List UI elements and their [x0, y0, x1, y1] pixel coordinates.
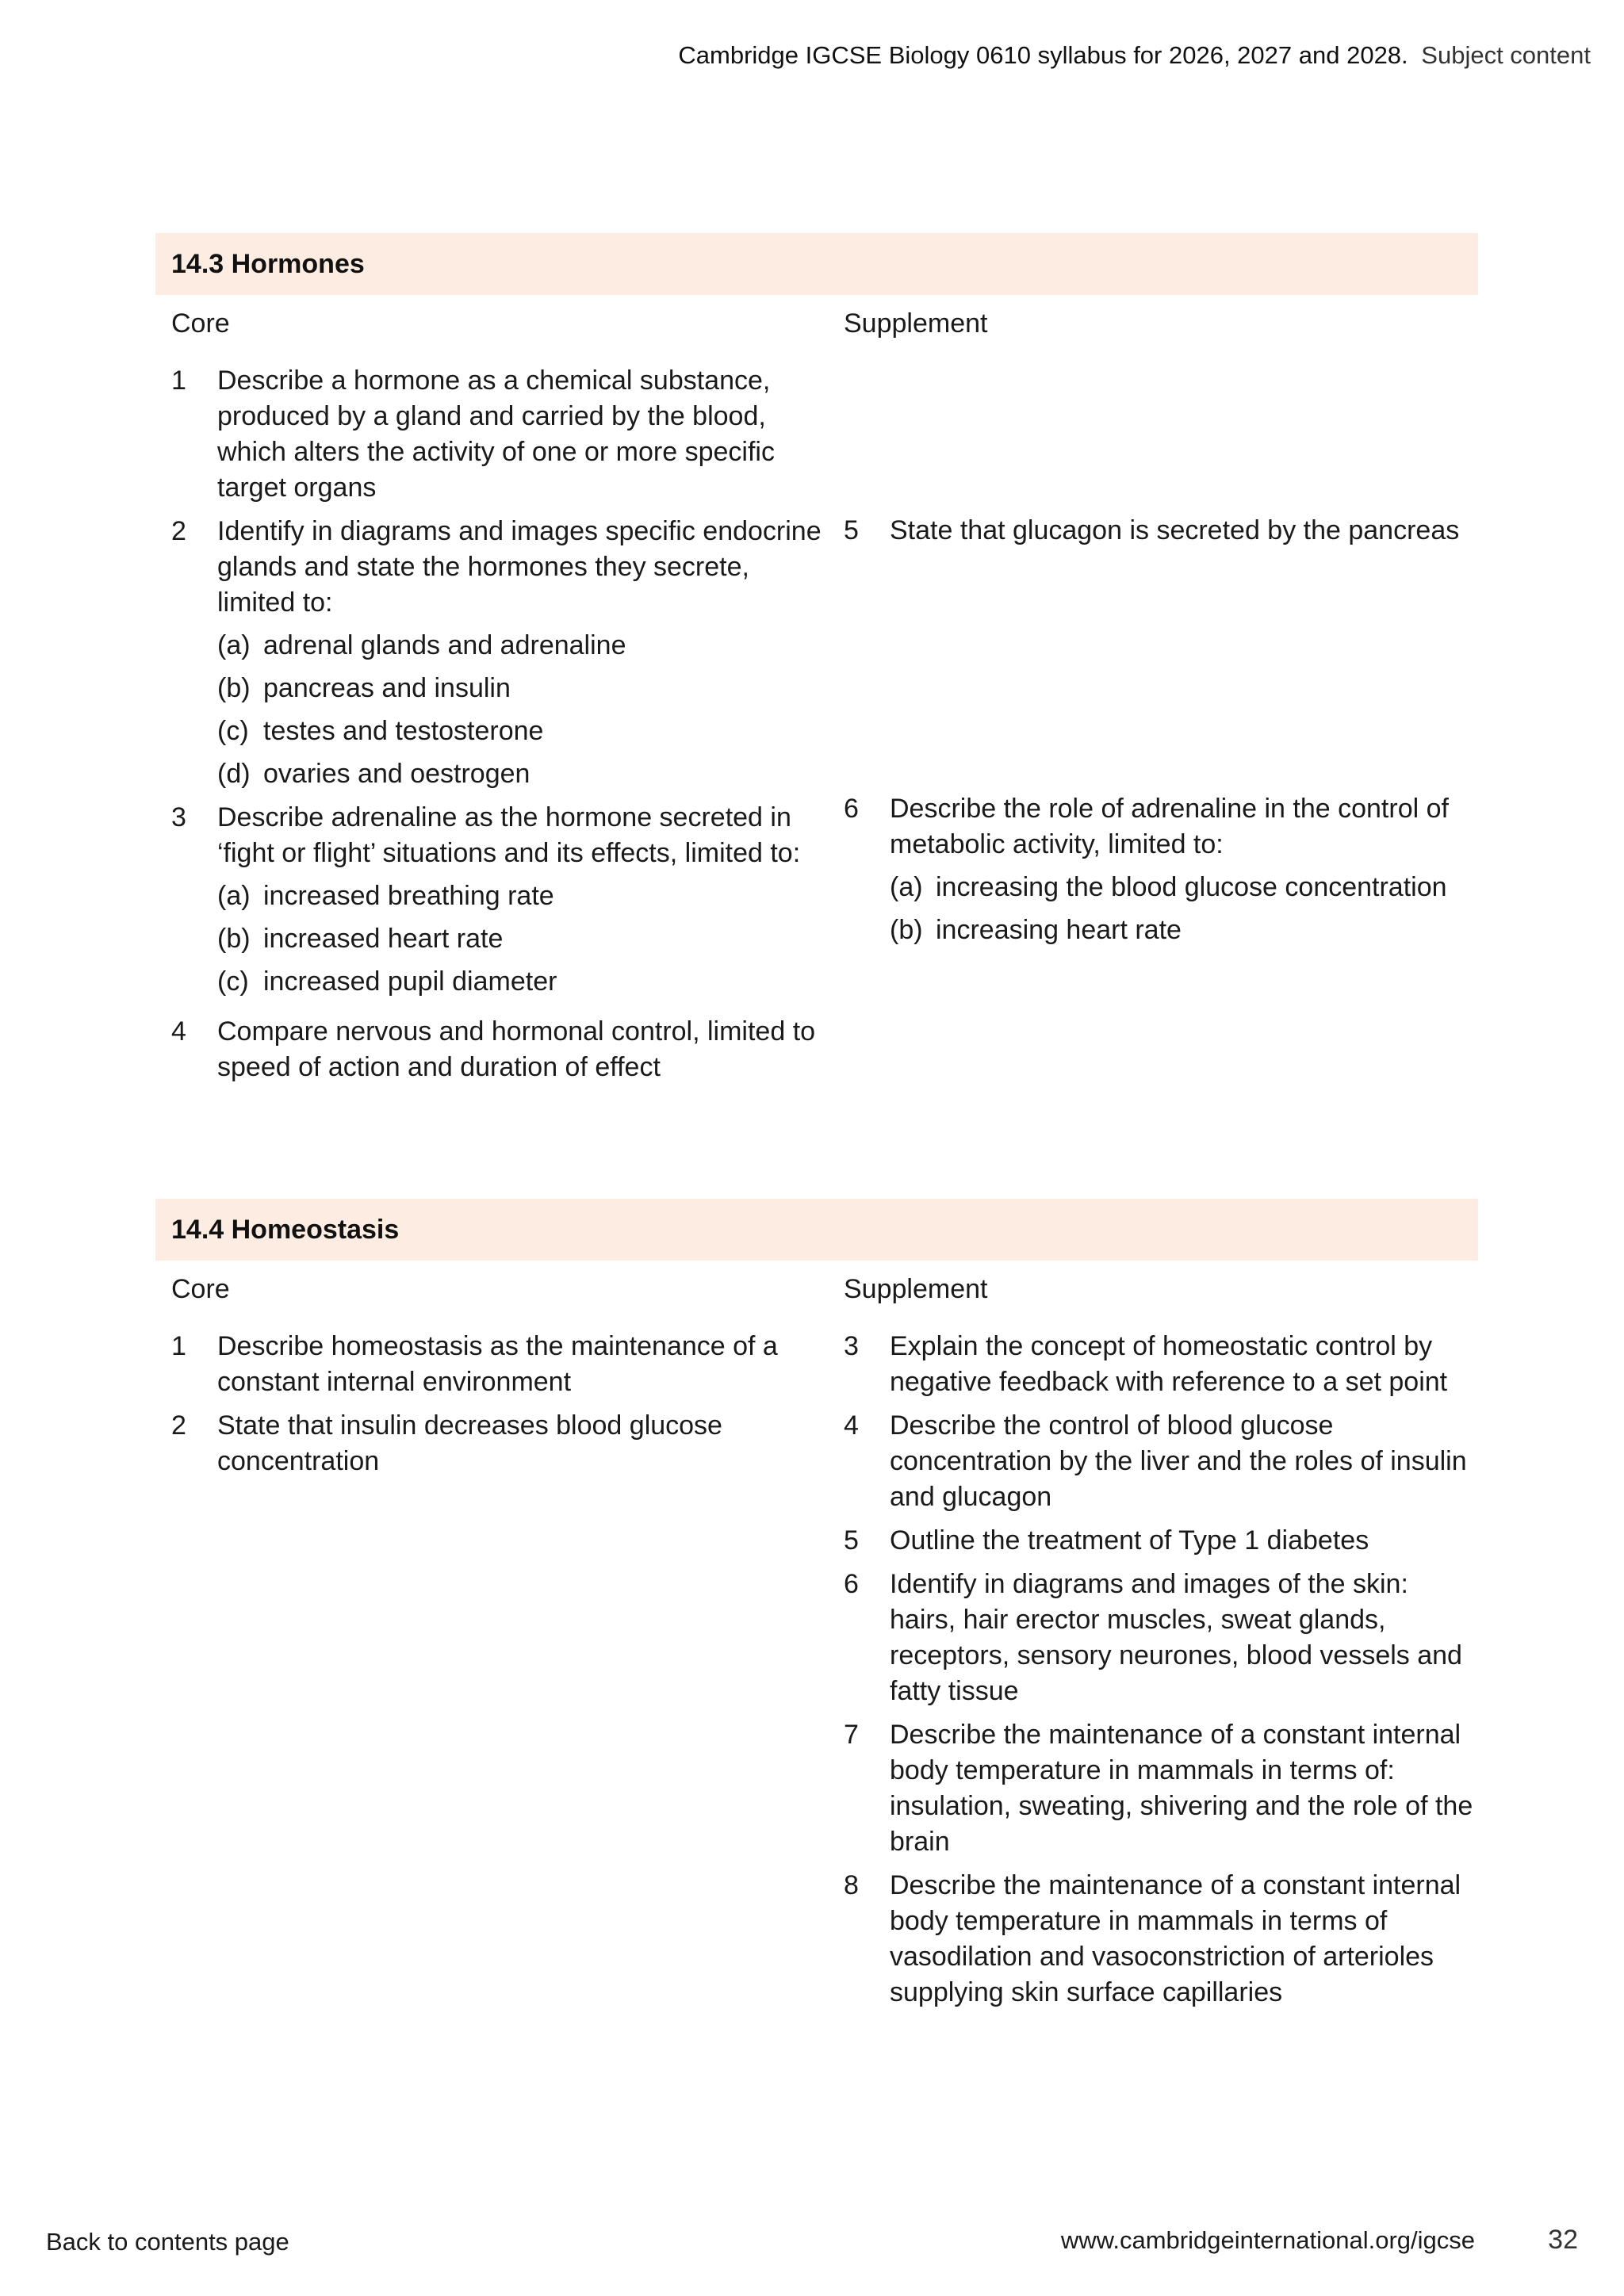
item-text: Identify in diagrams and images of the skin: hairs, hair erector muscles, sweat glands, receptors, sensory neurones, blood vessels and fatty tissue [890, 1569, 1462, 1706]
supplement-item [844, 1329, 1478, 1400]
core-heading: Core [171, 1274, 230, 1304]
document-title: Cambridge IGCSE Biology 0610 syllabus for 2026, 2027 and 2028. [678, 41, 1408, 69]
section-hormones [155, 233, 1478, 1093]
sub-item-label: (b) [217, 924, 251, 954]
sub-item-text: increasing the blood glucose concentration [936, 872, 1447, 902]
item-text: Describe the role of adrenaline in the control of metabolic activity, limited to: [890, 794, 1449, 859]
core-item [171, 800, 833, 1000]
sub-item [217, 714, 833, 749]
item-text: Describe a hormone as a chemical substance, produced by a gland and carried by the blood, which alters the activity of one or more specific target organs [217, 365, 775, 503]
section-title-bar [155, 233, 1478, 295]
supplement-column [833, 295, 1478, 1093]
item-number: 6 [844, 794, 859, 824]
sub-item [217, 878, 833, 914]
item-number: 3 [844, 1331, 859, 1361]
supplement-item [844, 1868, 1478, 2011]
core-heading: Core [171, 308, 230, 339]
sub-list [217, 628, 833, 792]
supplement-heading: Supplement [844, 1274, 988, 1304]
sub-item [217, 628, 833, 664]
item-number: 5 [844, 515, 859, 545]
core-item [171, 1329, 833, 1400]
sub-item [217, 921, 833, 957]
sub-item-label: (a) [890, 872, 923, 902]
supplement-item [844, 1408, 1478, 1515]
section-columns [155, 295, 1478, 1093]
sub-item-label: (b) [890, 915, 923, 945]
sub-item-text: increased pupil diameter [263, 966, 557, 997]
back-to-contents-link[interactable]: Back to contents page [46, 2228, 289, 2256]
item-text: State that insulin decreases blood glucose concentration [217, 1410, 722, 1476]
core-item [171, 514, 833, 792]
item-text: Identify in diagrams and images specific endocrine glands and state the hormones they secrete, limited to: [217, 516, 822, 618]
core-column [155, 1261, 833, 2019]
sub-item-label: (c) [217, 966, 249, 997]
core-item [171, 1014, 833, 1085]
item-number: 8 [844, 1870, 859, 1900]
section-title: 14.3 Hormones [171, 248, 365, 279]
item-number: 1 [171, 365, 186, 396]
sub-item-text: testes and testosterone [263, 716, 544, 746]
sub-item [217, 756, 833, 792]
header-section-name: Subject content [1421, 41, 1591, 69]
sub-item [890, 870, 1478, 905]
item-number: 4 [171, 1016, 186, 1047]
sub-item-text: increased heart rate [263, 924, 504, 954]
sub-item [217, 964, 833, 1000]
item-number: 7 [844, 1720, 859, 1750]
page-header [678, 41, 1591, 70]
sub-item-label: (a) [217, 881, 251, 911]
core-item [171, 363, 833, 506]
item-text: State that glucagon is secreted by the pancreas [890, 515, 1460, 545]
page-number: 32 [1548, 2225, 1578, 2255]
website-url: www.cambridgeinternational.org/igcse [1060, 2226, 1475, 2254]
core-column [155, 295, 833, 1093]
section-title-bar [155, 1199, 1478, 1261]
sub-item-text: pancreas and insulin [263, 673, 511, 703]
item-number: 5 [844, 1525, 859, 1556]
sub-item-text: increasing heart rate [936, 915, 1182, 945]
sub-item-text: ovaries and oestrogen [263, 759, 530, 789]
item-text: Describe adrenaline as the hormone secreted in ‘fight or flight’ situations and its effects, limited to: [217, 802, 801, 868]
item-number: 1 [171, 1331, 186, 1361]
sub-list [890, 870, 1478, 948]
sub-item [217, 671, 833, 706]
supplement-heading: Supplement [844, 308, 988, 339]
supplement-item [844, 791, 1478, 948]
section-title: 14.4 Homeostasis [171, 1214, 400, 1245]
item-text: Describe the maintenance of a constant internal body temperature in mammals in terms of vasodilation and vasoconstriction of arterioles supplying skin surface capillaries [890, 1870, 1461, 2007]
item-number: 4 [844, 1410, 859, 1441]
item-number: 2 [171, 516, 186, 546]
item-number: 2 [171, 1410, 186, 1441]
item-text: Compare nervous and hormonal control, limited to speed of action and duration of effect [217, 1016, 816, 1082]
item-number: 6 [844, 1569, 859, 1599]
supplement-item [844, 1523, 1478, 1559]
sub-item-text: increased breathing rate [263, 881, 554, 911]
sub-item-label: (d) [217, 759, 251, 789]
sub-item-label: (b) [217, 673, 251, 703]
item-text: Describe homeostasis as the maintenance of a constant internal environment [217, 1331, 778, 1397]
sub-item-label: (a) [217, 630, 251, 660]
section-homeostasis [155, 1199, 1478, 2019]
sub-list [217, 878, 833, 1000]
supplement-item [844, 1567, 1478, 1709]
item-text: Explain the concept of homeostatic control by negative feedback with reference to a set point [890, 1331, 1448, 1397]
supplement-column [833, 1261, 1478, 2019]
item-text: Describe the maintenance of a constant internal body temperature in mammals in terms of: insulation, sweating, shivering and the role of the brain [890, 1720, 1473, 1857]
section-columns [155, 1261, 1478, 2019]
sub-item-text: adrenal glands and adrenaline [263, 630, 626, 660]
sub-item-label: (c) [217, 716, 249, 746]
item-text: Outline the treatment of Type 1 diabetes [890, 1525, 1369, 1556]
item-number: 3 [171, 802, 186, 832]
core-item [171, 1408, 833, 1479]
sub-item [890, 913, 1478, 948]
supplement-item [844, 513, 1478, 549]
item-text: Describe the control of blood glucose concentration by the liver and the roles of insulin and glucagon [890, 1410, 1467, 1512]
supplement-item [844, 1717, 1478, 1860]
